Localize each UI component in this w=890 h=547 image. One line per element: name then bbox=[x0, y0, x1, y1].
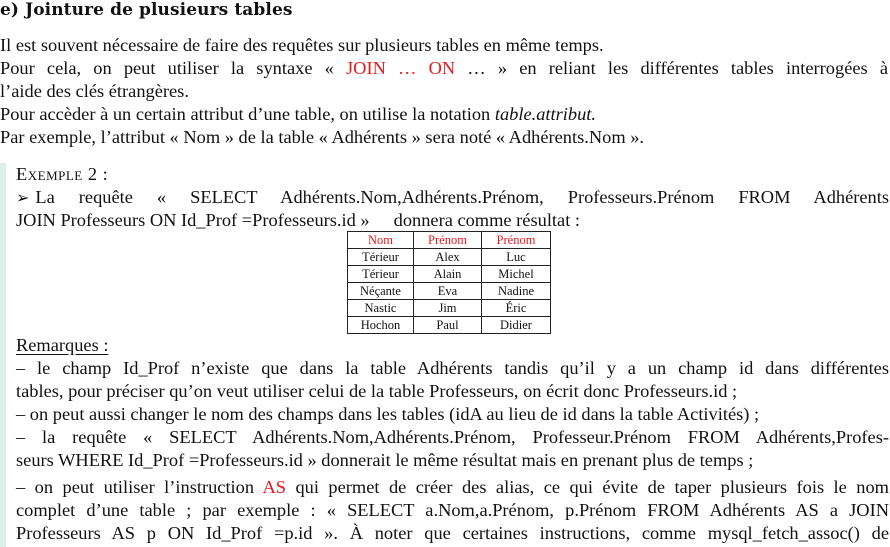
table-cell: Nastic bbox=[348, 300, 414, 317]
table-cell: Hochon bbox=[348, 317, 414, 334]
table-header-row bbox=[348, 232, 551, 249]
remark-4-line-c: Professeurs AS p ON Id_Prof =p.id ». À noter que certaines instructions, comme mysql_fetch_assoc() de bbox=[16, 523, 889, 543]
remark-4-post: qui permet de créer des alias, ce qui évite de taper plusieurs fois le nom bbox=[286, 477, 889, 497]
table-cell: Néçante bbox=[348, 283, 414, 300]
example-query-line-1 bbox=[16, 186, 889, 211]
section-heading: e) Jointure de plusieurs tables bbox=[0, 0, 293, 20]
intro-line-2-post: … » en reliant les différentes tables interrogées à bbox=[455, 58, 888, 78]
table-cell: Paul bbox=[414, 317, 482, 334]
table-row bbox=[348, 300, 551, 317]
remark-2: – on peut aussi changer le nom des champs dans les tables (idA au lieu de id dans la table Activités) ; bbox=[16, 404, 760, 424]
table-cell: Michel bbox=[482, 266, 551, 283]
intro-line-3: l’aide des clés étrangères. bbox=[0, 81, 189, 101]
remark-3-line-b: seurs WHERE Id_Prof =Professeurs.id » donnerait le même résultat mais en prenant plus de temps ; bbox=[16, 450, 754, 470]
table-row bbox=[348, 266, 551, 283]
intro-line-5: Par exemple, l’attribut « Nom » de la table « Adhérents » sera noté « Adhérents.Nom ». bbox=[0, 127, 645, 147]
remarks-heading: Remarques : bbox=[16, 335, 109, 355]
remark-4-line-b: complet d’une table ; par exemple : « SELECT a.Nom,a.Prénom, p.Prénom FROM Adhérents AS a JOIN bbox=[16, 500, 889, 520]
table-row bbox=[348, 283, 551, 300]
example-query-part-2: JOIN Professeurs ON Id_Prof =Professeurs.id » bbox=[16, 210, 370, 230]
column-header: Nom bbox=[348, 232, 414, 249]
table-row bbox=[348, 249, 551, 266]
table-cell: Eva bbox=[414, 283, 482, 300]
notation-italic: table.attribut. bbox=[494, 104, 596, 124]
table-cell: Luc bbox=[482, 249, 551, 266]
as-keyword: AS bbox=[262, 477, 287, 497]
table-cell: Jim bbox=[414, 300, 482, 317]
intro-line-4-pre: Pour accèder à un certain attribut d’une table, on utilise la notation bbox=[0, 104, 495, 124]
example-query-pre: La requête bbox=[35, 187, 133, 207]
column-header: Prénom bbox=[414, 232, 482, 249]
intro-line-1: Il est souvent nécessaire de faire des requêtes sur plusieurs tables en même temps. bbox=[0, 35, 604, 55]
table-cell: Alain bbox=[414, 266, 482, 283]
remark-4-pre: – on peut utiliser l’instruction bbox=[16, 477, 263, 497]
intro-line-2-pre: Pour cela, on peut utiliser la syntaxe « bbox=[0, 58, 347, 78]
result-table bbox=[347, 231, 551, 334]
table-cell: Alex bbox=[414, 249, 482, 266]
table-cell: Nadine bbox=[482, 283, 551, 300]
table-cell: Térieur bbox=[348, 249, 414, 266]
join-on-keyword: JOIN … ON bbox=[346, 58, 456, 78]
remark-3-line-a: – la requête « SELECT Adhérents.Nom,Adhérents.Prénom, Professeur.Prénom FROM Adhérents,Profes- bbox=[16, 427, 889, 447]
example-side-bar bbox=[0, 163, 6, 547]
table-row bbox=[348, 317, 551, 334]
example-query-line-2 bbox=[16, 209, 889, 233]
remark-1-line-b: tables, pour préciser qu’on veut utiliser celui de la table Professeurs, on écrit donc Professeurs.id ; bbox=[16, 381, 738, 401]
remarks-title bbox=[16, 334, 889, 358]
remark-1-line-a: – le champ Id_Prof n’existe que dans la table Adhérents tandis qu’il y a un champ id dans différentes bbox=[16, 358, 889, 378]
arrow-bullet-icon: ➢ bbox=[16, 190, 30, 207]
intro-line-4 bbox=[0, 103, 888, 127]
column-header: Prénom bbox=[482, 232, 551, 249]
remark-4-line-a bbox=[16, 476, 889, 500]
example-query-post: donnera comme résultat : bbox=[393, 210, 581, 230]
intro-line-2 bbox=[0, 57, 888, 81]
table-cell: Térieur bbox=[348, 266, 414, 283]
table-cell: Didier bbox=[482, 317, 551, 334]
example-query-part-1: « SELECT Adhérents.Nom,Adhérents.Prénom, Professeurs.Prénom FROM Adhérents bbox=[156, 187, 890, 207]
example-label: Exemple 2 : bbox=[16, 164, 109, 184]
table-cell: Éric bbox=[482, 300, 551, 317]
